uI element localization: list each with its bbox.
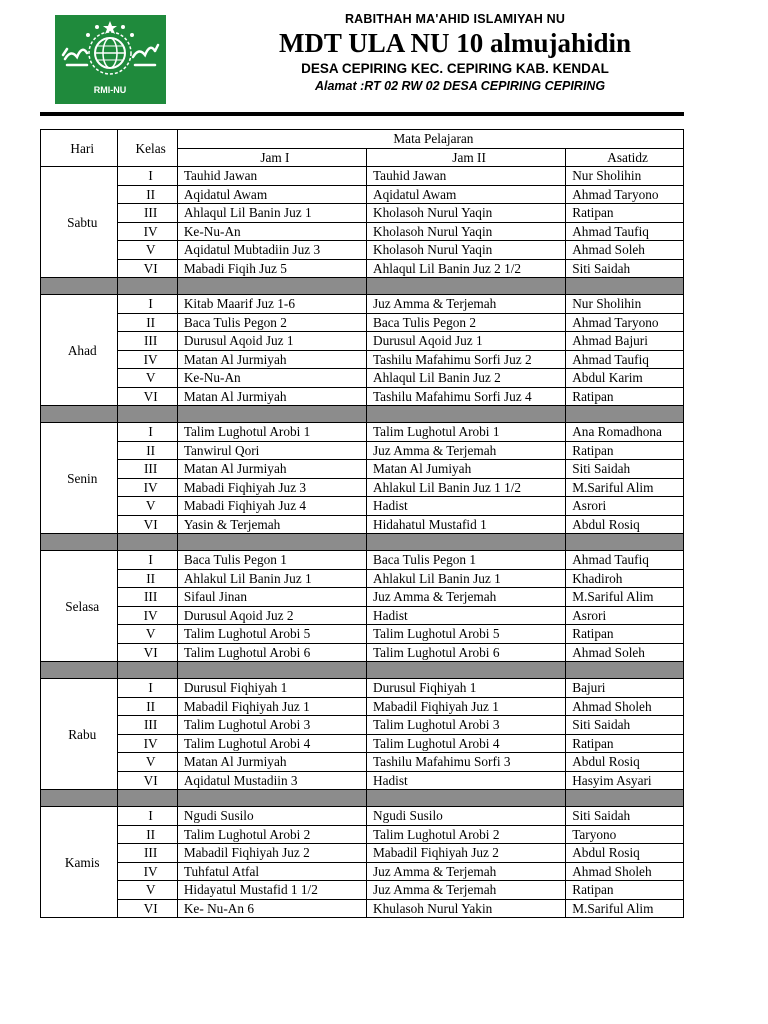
- cell-kelas: V: [118, 625, 177, 644]
- day-separator: [41, 662, 684, 679]
- cell-kelas: II: [118, 569, 177, 588]
- cell-jam1: Ke-Nu-An: [177, 369, 366, 388]
- cell-kelas: IV: [118, 350, 177, 369]
- table-row: [41, 825, 684, 844]
- cell-jam1: Baca Tulis Pegon 2: [177, 313, 366, 332]
- cell-jam2: Durusul Aqoid Juz 1: [366, 332, 565, 351]
- header-hari: Hari: [41, 130, 118, 167]
- cell-jam2: Hadist: [366, 771, 565, 790]
- cell-asatidz: Ahmad Soleh: [566, 241, 684, 260]
- table-row: [41, 771, 684, 790]
- day-separator: [41, 790, 684, 807]
- cell-asatidz: Ahmad Sholeh: [566, 862, 684, 881]
- cell-jam1: Tanwirul Qori: [177, 441, 366, 460]
- cell-jam2: Juz Amma & Terjemah: [366, 862, 565, 881]
- table-row: [41, 497, 684, 516]
- cell-kelas: I: [118, 807, 177, 826]
- separator-cell: [566, 278, 684, 295]
- cell-jam2: Juz Amma & Terjemah: [366, 441, 565, 460]
- table-row: [41, 259, 684, 278]
- separator-cell: [366, 790, 565, 807]
- cell-jam2: Ahlaqul Lil Banin Juz 2: [366, 369, 565, 388]
- schedule-body: [41, 167, 684, 918]
- cell-kelas: III: [118, 844, 177, 863]
- cell-kelas: V: [118, 369, 177, 388]
- cell-jam2: Talim Lughotul Arobi 5: [366, 625, 565, 644]
- separator-cell: [118, 662, 177, 679]
- day-name: Senin: [41, 423, 118, 534]
- cell-asatidz: Nur Sholihin: [566, 167, 684, 186]
- cell-asatidz: Asrori: [566, 497, 684, 516]
- cell-asatidz: Taryono: [566, 825, 684, 844]
- separator-cell: [177, 278, 366, 295]
- cell-kelas: VI: [118, 771, 177, 790]
- table-row: [41, 588, 684, 607]
- cell-jam1: Talim Lughotul Arobi 1: [177, 423, 366, 442]
- header-jam2: Jam II: [366, 148, 565, 167]
- cell-jam1: Aqidatul Awam: [177, 185, 366, 204]
- cell-asatidz: Ratipan: [566, 441, 684, 460]
- cell-asatidz: Abdul Karim: [566, 369, 684, 388]
- cell-jam2: Mabadil Fiqhiyah Juz 1: [366, 697, 565, 716]
- cell-asatidz: Ahmad Bajuri: [566, 332, 684, 351]
- separator-cell: [177, 790, 366, 807]
- header-divider: [40, 112, 684, 116]
- table-row: [41, 679, 684, 698]
- cell-asatidz: Abdul Rosiq: [566, 844, 684, 863]
- cell-kelas: VI: [118, 515, 177, 534]
- cell-jam2: Talim Lughotul Arobi 6: [366, 643, 565, 662]
- separator-cell: [566, 662, 684, 679]
- cell-kelas: VI: [118, 259, 177, 278]
- cell-kelas: II: [118, 697, 177, 716]
- cell-asatidz: Ratipan: [566, 881, 684, 900]
- cell-kelas: VI: [118, 899, 177, 918]
- cell-asatidz: M.Sariful Alim: [566, 899, 684, 918]
- table-row: [41, 697, 684, 716]
- cell-jam1: Mabadi Fiqhiyah Juz 3: [177, 478, 366, 497]
- logo-emblem-icon: [55, 15, 166, 104]
- cell-jam2: Hadist: [366, 497, 565, 516]
- cell-kelas: III: [118, 588, 177, 607]
- cell-kelas: IV: [118, 606, 177, 625]
- cell-asatidz: M.Sariful Alim: [566, 478, 684, 497]
- cell-asatidz: Ahmad Taufiq: [566, 551, 684, 570]
- cell-jam2: Ahlakul Lil Banin Juz 1 1/2: [366, 478, 565, 497]
- cell-kelas: I: [118, 167, 177, 186]
- address-line: Alamat :RT 02 RW 02 DESA CEPIRING CEPIRING: [314, 79, 606, 93]
- cell-asatidz: Nur Sholihin: [566, 295, 684, 314]
- cell-jam1: Mabadi Fiqih Juz 5: [177, 259, 366, 278]
- cell-jam1: Tauhid Jawan: [177, 167, 366, 186]
- header-kelas: Kelas: [118, 130, 177, 167]
- cell-asatidz: Khadiroh: [566, 569, 684, 588]
- cell-jam2: Talim Lughotul Arobi 4: [366, 734, 565, 753]
- day-separator: [41, 406, 684, 423]
- cell-kelas: V: [118, 881, 177, 900]
- cell-jam1: Matan Al Jurmiyah: [177, 460, 366, 479]
- cell-jam2: Aqidatul Awam: [366, 185, 565, 204]
- day-name: Sabtu: [41, 167, 118, 278]
- cell-asatidz: Hasyim Asyari: [566, 771, 684, 790]
- table-row: [41, 551, 684, 570]
- table-row: [41, 332, 684, 351]
- cell-asatidz: Ahmad Taufiq: [566, 350, 684, 369]
- cell-asatidz: Ratipan: [566, 387, 684, 406]
- cell-jam2: Durusul Fiqhiyah 1: [366, 679, 565, 698]
- table-row: [41, 862, 684, 881]
- cell-jam1: Matan Al Jurmiyah: [177, 753, 366, 772]
- cell-kelas: IV: [118, 734, 177, 753]
- header-asatidz: Asatidz: [566, 148, 684, 167]
- cell-jam1: Baca Tulis Pegon 1: [177, 551, 366, 570]
- separator-cell: [41, 278, 118, 295]
- cell-jam1: Aqidatul Mustadiin 3: [177, 771, 366, 790]
- cell-jam1: Talim Lughotul Arobi 3: [177, 716, 366, 735]
- cell-asatidz: Ahmad Sholeh: [566, 697, 684, 716]
- cell-kelas: V: [118, 753, 177, 772]
- cell-jam1: Sifaul Jinan: [177, 588, 366, 607]
- cell-jam1: Durusul Fiqhiyah 1: [177, 679, 366, 698]
- table-row: [41, 369, 684, 388]
- table-row: [41, 569, 684, 588]
- table-row: [41, 295, 684, 314]
- table-row: [41, 899, 684, 918]
- cell-jam2: Khulasoh Nurul Yakin: [366, 899, 565, 918]
- table-row: [41, 313, 684, 332]
- separator-cell: [177, 406, 366, 423]
- cell-jam2: Kholasoh Nurul Yaqin: [366, 241, 565, 260]
- cell-asatidz: Ana Romadhona: [566, 423, 684, 442]
- cell-kelas: III: [118, 460, 177, 479]
- cell-jam2: Matan Al Jumiyah: [366, 460, 565, 479]
- separator-cell: [566, 406, 684, 423]
- separator-cell: [366, 662, 565, 679]
- separator-cell: [118, 406, 177, 423]
- separator-cell: [41, 662, 118, 679]
- separator-cell: [177, 662, 366, 679]
- cell-kelas: IV: [118, 478, 177, 497]
- cell-jam2: Ahlaqul Lil Banin Juz 2 1/2: [366, 259, 565, 278]
- day-separator: [41, 534, 684, 551]
- cell-jam1: Talim Lughotul Arobi 2: [177, 825, 366, 844]
- table-row: [41, 204, 684, 223]
- location-line: DESA CEPIRING KEC. CEPIRING KAB. KENDAL: [301, 61, 609, 76]
- separator-cell: [366, 534, 565, 551]
- table-row: [41, 185, 684, 204]
- cell-kelas: II: [118, 441, 177, 460]
- table-row: [41, 350, 684, 369]
- cell-jam2: Tauhid Jawan: [366, 167, 565, 186]
- cell-jam1: Ngudi Susilo: [177, 807, 366, 826]
- cell-jam1: Aqidatul Mubtadiin Juz 3: [177, 241, 366, 260]
- cell-asatidz: Abdul Rosiq: [566, 515, 684, 534]
- table-row: [41, 222, 684, 241]
- cell-jam2: Kholasoh Nurul Yaqin: [366, 204, 565, 223]
- cell-jam1: Talim Lughotul Arobi 5: [177, 625, 366, 644]
- cell-jam2: Hadist: [366, 606, 565, 625]
- rmi-nu-logo: [55, 15, 166, 104]
- cell-asatidz: Ratipan: [566, 734, 684, 753]
- cell-jam2: Tashilu Mafahimu Sorfi Juz 4: [366, 387, 565, 406]
- cell-jam2: Baca Tulis Pegon 1: [366, 551, 565, 570]
- table-row: [41, 167, 684, 186]
- cell-jam2: Juz Amma & Terjemah: [366, 588, 565, 607]
- header-jam1: Jam I: [177, 148, 366, 167]
- cell-asatidz: Ahmad Taryono: [566, 185, 684, 204]
- table-row: [41, 716, 684, 735]
- cell-jam2: Mabadil Fiqhiyah Juz 2: [366, 844, 565, 863]
- cell-jam2: Talim Lughotul Arobi 3: [366, 716, 565, 735]
- cell-asatidz: Ahmad Taufiq: [566, 222, 684, 241]
- table-row: [41, 807, 684, 826]
- cell-kelas: I: [118, 551, 177, 570]
- cell-asatidz: Ahmad Taryono: [566, 313, 684, 332]
- cell-kelas: VI: [118, 387, 177, 406]
- table-row: [41, 625, 684, 644]
- cell-jam1: Durusul Aqoid Juz 2: [177, 606, 366, 625]
- table-row: [41, 387, 684, 406]
- table-row: [41, 478, 684, 497]
- cell-kelas: III: [118, 204, 177, 223]
- table-row: [41, 844, 684, 863]
- cell-asatidz: Asrori: [566, 606, 684, 625]
- cell-kelas: V: [118, 497, 177, 516]
- cell-kelas: I: [118, 679, 177, 698]
- cell-jam1: Talim Lughotul Arobi 4: [177, 734, 366, 753]
- table-row: [41, 643, 684, 662]
- cell-jam1: Mabadil Fiqhiyah Juz 1: [177, 697, 366, 716]
- cell-asatidz: Ratipan: [566, 204, 684, 223]
- cell-jam2: Tashilu Mafahimu Sorfi 3: [366, 753, 565, 772]
- cell-kelas: I: [118, 295, 177, 314]
- cell-asatidz: Siti Saidah: [566, 259, 684, 278]
- table-row: [41, 460, 684, 479]
- table-row: [41, 441, 684, 460]
- cell-kelas: V: [118, 241, 177, 260]
- separator-cell: [118, 790, 177, 807]
- separator-cell: [41, 406, 118, 423]
- day-separator: [41, 278, 684, 295]
- cell-kelas: III: [118, 716, 177, 735]
- header-mata-pelajaran: Mata Pelajaran: [177, 130, 683, 149]
- cell-jam2: Juz Amma & Terjemah: [366, 881, 565, 900]
- cell-kelas: VI: [118, 643, 177, 662]
- cell-kelas: IV: [118, 222, 177, 241]
- separator-cell: [41, 790, 118, 807]
- cell-kelas: IV: [118, 862, 177, 881]
- table-row: [41, 515, 684, 534]
- cell-jam2: Tashilu Mafahimu Sorfi Juz 2: [366, 350, 565, 369]
- separator-cell: [366, 406, 565, 423]
- day-name: Selasa: [41, 551, 118, 662]
- day-name: Ahad: [41, 295, 118, 406]
- cell-jam2: Baca Tulis Pegon 2: [366, 313, 565, 332]
- day-name: Rabu: [41, 679, 118, 790]
- cell-jam2: Hidahatul Mustafid 1: [366, 515, 565, 534]
- header-row: [41, 130, 684, 149]
- cell-jam2: Talim Lughotul Arobi 1: [366, 423, 565, 442]
- cell-jam1: Talim Lughotul Arobi 6: [177, 643, 366, 662]
- organization-name: RABITHAH MA'AHID ISLAMIYAH NU: [344, 12, 566, 26]
- cell-jam1: Ahlakul Lil Banin Juz 1: [177, 569, 366, 588]
- cell-asatidz: Siti Saidah: [566, 460, 684, 479]
- cell-kelas: II: [118, 313, 177, 332]
- separator-cell: [566, 534, 684, 551]
- cell-jam1: Mabadil Fiqhiyah Juz 2: [177, 844, 366, 863]
- cell-jam2: Talim Lughotul Arobi 2: [366, 825, 565, 844]
- cell-asatidz: M.Sariful Alim: [566, 588, 684, 607]
- cell-asatidz: Bajuri: [566, 679, 684, 698]
- table-row: [41, 753, 684, 772]
- cell-jam1: Ke-Nu-An: [177, 222, 366, 241]
- separator-cell: [41, 534, 118, 551]
- cell-kelas: I: [118, 423, 177, 442]
- cell-jam1: Hidayatul Mustafid 1 1/2: [177, 881, 366, 900]
- cell-kelas: II: [118, 825, 177, 844]
- cell-jam1: Mabadi Fiqhiyah Juz 4: [177, 497, 366, 516]
- logo-label: RMI-NU: [93, 85, 127, 95]
- separator-cell: [177, 534, 366, 551]
- cell-jam2: Ahlakul Lil Banin Juz 1: [366, 569, 565, 588]
- cell-asatidz: Siti Saidah: [566, 807, 684, 826]
- schedule-table: [40, 129, 684, 918]
- table-row: [41, 241, 684, 260]
- cell-jam2: Ngudi Susilo: [366, 807, 565, 826]
- table-row: [41, 606, 684, 625]
- table-row: [41, 423, 684, 442]
- cell-jam1: Ke- Nu-An 6: [177, 899, 366, 918]
- school-title: MDT ULA NU 10 almujahidin: [278, 28, 632, 58]
- separator-cell: [366, 278, 565, 295]
- cell-asatidz: Siti Saidah: [566, 716, 684, 735]
- cell-jam1: Tuhfatul Atfal: [177, 862, 366, 881]
- cell-jam1: Matan Al Jurmiyah: [177, 387, 366, 406]
- cell-jam1: Yasin & Terjemah: [177, 515, 366, 534]
- cell-asatidz: Abdul Rosiq: [566, 753, 684, 772]
- cell-asatidz: Ratipan: [566, 625, 684, 644]
- cell-jam2: Kholasoh Nurul Yaqin: [366, 222, 565, 241]
- separator-cell: [118, 534, 177, 551]
- day-name: Kamis: [41, 807, 118, 918]
- cell-jam1: Ahlaqul Lil Banin Juz 1: [177, 204, 366, 223]
- cell-jam1: Durusul Aqoid Juz 1: [177, 332, 366, 351]
- table-row: [41, 734, 684, 753]
- cell-jam2: Juz Amma & Terjemah: [366, 295, 565, 314]
- cell-kelas: III: [118, 332, 177, 351]
- separator-cell: [566, 790, 684, 807]
- cell-asatidz: Ahmad Soleh: [566, 643, 684, 662]
- table-row: [41, 881, 684, 900]
- cell-jam1: Kitab Maarif Juz 1-6: [177, 295, 366, 314]
- separator-cell: [118, 278, 177, 295]
- cell-jam1: Matan Al Jurmiyah: [177, 350, 366, 369]
- cell-kelas: II: [118, 185, 177, 204]
